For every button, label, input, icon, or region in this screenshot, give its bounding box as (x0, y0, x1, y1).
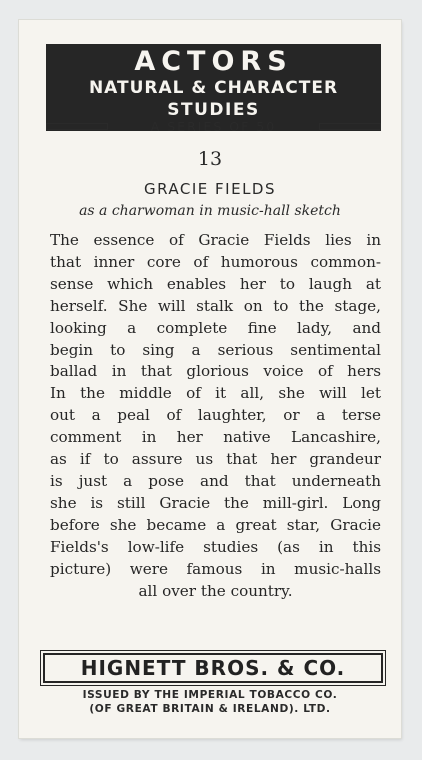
body-line: picture) were famous in music-halls (50, 559, 381, 578)
body-line: before she became a great star, Gracie (50, 515, 381, 534)
cigarette-card (19, 20, 401, 738)
body-line: out a peal of laughter, or a terse (50, 406, 381, 425)
manufacturer-name: HIGNETT BROS. & CO. (43, 653, 383, 683)
body-line: Fields's low-life studies (as in this (50, 537, 381, 556)
body-line: In the middle of it all, she will let (50, 384, 381, 403)
body-line: comment in her native Lancashire, (50, 428, 381, 447)
body-line-last: all over the country. (138, 581, 293, 600)
body-line: ballad in that glorious voice of hers (50, 362, 381, 381)
series-count: A SERIES OF 50 (150, 118, 277, 134)
series-subtitle-line1: NATURAL & CHARACTER (88, 78, 339, 98)
body-line: looking a complete fine lady, and (50, 318, 381, 337)
left-rule (46, 123, 108, 130)
body-line: she is still Gracie the mill-girl. Long (50, 493, 381, 512)
right-rule (319, 123, 381, 130)
series-title: ACTORS (134, 46, 293, 77)
role-caption: as a charwoman in music-hall sketch (79, 203, 341, 219)
body-line: is just a pose and that underneath (50, 471, 381, 490)
card-number: 13 (197, 148, 223, 170)
body-line: The essence of Gracie Fields lies in (50, 231, 381, 249)
issuer-line2: (OF GREAT BRITAIN & IRELAND). LTD. (89, 703, 331, 715)
series-subtitle-line2: STUDIES (167, 100, 260, 120)
series-row (46, 119, 381, 133)
body-line: begin to sing a serious sentimental (50, 340, 381, 359)
body-line: herself. She will stalk on to the stage, (50, 296, 381, 315)
issuer-text (19, 688, 401, 716)
issuer-line1: ISSUED BY THE IMPERIAL TOBACCO CO. (82, 689, 338, 701)
body-line: as if to assure us that her grandeur (50, 450, 381, 469)
actor-name: GRACIE FIELDS (143, 180, 277, 198)
description-text (50, 230, 381, 602)
body-line: sense which enables her to laugh at (50, 274, 381, 293)
body-line: that inner core of humorous common- (50, 252, 381, 271)
